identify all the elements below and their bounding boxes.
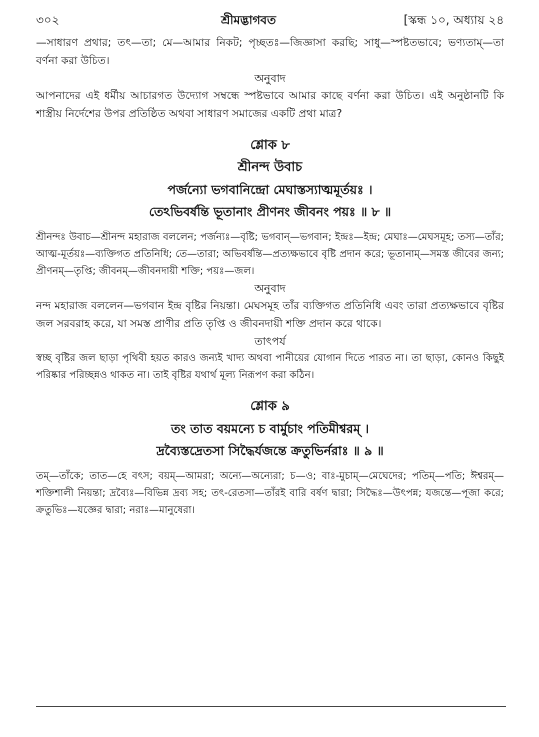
verse-8-line-1: পর্জন্যো ভগবানিন্দ্রো মেঘাস্তস্যাত্মমূর্তয়ঃ । bbox=[167, 182, 373, 197]
document-page bbox=[36, 12, 504, 519]
page-number: ৩০২ bbox=[36, 13, 60, 27]
chapter-reference: [স্কন্ধ ১০, অধ্যায় ২৪ bbox=[403, 13, 504, 27]
translation-label: অনুবাদ bbox=[254, 72, 286, 85]
verse-8-translation: নন্দ মহারাজ বললেন—ভগবান ইন্দ্র বৃষ্টির নিয়ন্তা। মেঘসমূহ তাঁর ব্যক্তিগত প্রতিনিধি এবং তারা প্রত্যক্ষভাবে বৃষ্টির জল সরবরাহ করে, যা সমস্ত প্রাণীর প্রতি তৃপ্তি ও জীবনদায়ী শক্তি প্রদান করে থাকে। bbox=[36, 300, 504, 330]
footer-rule bbox=[36, 706, 506, 707]
translation-verse-7: আপনাদের এই ধর্মীয় আচারগত উদ্যোগ সম্বন্ধে স্পষ্টভাবে আমার কাছে বর্ণনা করা উচিত। এই অনুষ্ঠানটি কি শাস্ত্রীয় নির্দেশের উপর প্রতিষ্ঠিত অথবা সাধারণ সমাজের একটি প্রথা মাত্র? bbox=[36, 90, 504, 120]
book-title: শ্রীমদ্ভাগবত bbox=[220, 13, 276, 27]
verse-9-synonyms: তম্—তাঁকে; তাত—হে বৎস; বয়ম্—আমরা; অন্যে—অন্যেরা; চ—ও; বাঃ-মুচাম্—মেঘেদের; পতিম্—পতি; ঈশ্বরম্—শক্তিশালী নিয়ন্তা; দ্রব্যৈঃ—বিভিন্ন দ্রব্য সহ; তৎ-রেতসা—তাঁরই বারি বর্ষণ দ্বারা; সিদ্ধৈঃ—উৎপন্ন; যজন্তে—পূজা করে; ক্রতুভিঃ—যজ্ঞের দ্বারা; নরাঃ—মানুষেরা। bbox=[36, 471, 504, 516]
verse-8-line-2: তেঽভিবর্ষন্তি ভূতানাং প্রীণনং জীবনং পয়ঃ ॥ ৮ ॥ bbox=[148, 204, 392, 219]
top-synonyms: —সাধারণ প্রথার; তৎ—তা; মে—আমার নিকট; পৃচ্ছতঃ—জিজ্ঞাসা করছি; সাধু—স্পষ্টতভাবে; ভণ্যতাম্—তা বর্ণনা করা উচিত। bbox=[36, 37, 504, 67]
verse-9-heading: শ্লোক ৯ bbox=[250, 399, 290, 414]
verse-8-speaker: শ্রীনন্দ উবাচ bbox=[237, 160, 303, 175]
verse-8-translation-label: অনুবাদ bbox=[254, 282, 286, 295]
verse-9-line-2: দ্রব্যৈস্তদ্রেতসা সিদ্ধৈর্যজন্তে ক্রতুভির্নরাঃ ॥ ৯ ॥ bbox=[156, 443, 384, 458]
verse-8-synonyms: শ্রীনন্দঃ উবাচ—শ্রীনন্দ মহারাজ বললেন; পর্জন্যঃ—বৃষ্টি; ভগবান্—ভগবান; ইন্দ্রঃ—ইন্দ্র; মেঘাঃ—মেঘসমূহ; তস্য—তাঁর; আত্ম-মূর্তয়ঃ—ব্যক্তিগত প্রতিনিধি; তে—তারা; অভিবর্ষন্তি—প্রত্যক্ষভাবে বৃষ্টি প্রদান করে; ভূতানাম্—সমস্ত জীবের জন্য; প্রীণনম্—তৃপ্তি; জীবনম্—জীবনদায়ী শক্তি; পয়ঃ—জল। bbox=[36, 232, 504, 277]
page-header bbox=[36, 12, 504, 28]
verse-8-purport: স্বচ্ছ বৃষ্টির জল ছাড়া পৃথিবী হয়ত কারও জন্যই খাদ্য অথবা পানীয়ের যোগান দিতে পারত না। তা ছাড়া, কোনও কিছুই পরিষ্কার পরিচ্ছন্নও থাকত না। তাই বৃষ্টির যথার্থ মূল্য নিরূপণ করা কঠিন। bbox=[36, 353, 504, 381]
verse-8-purport-label: তাৎপর্য bbox=[254, 335, 286, 348]
verse-8-heading: শ্লোক ৮ bbox=[250, 138, 290, 153]
verse-9-line-1: তং তাত বয়মন্যে চ বার্মুচাং পতিমীশ্বরম্ । bbox=[170, 421, 370, 436]
